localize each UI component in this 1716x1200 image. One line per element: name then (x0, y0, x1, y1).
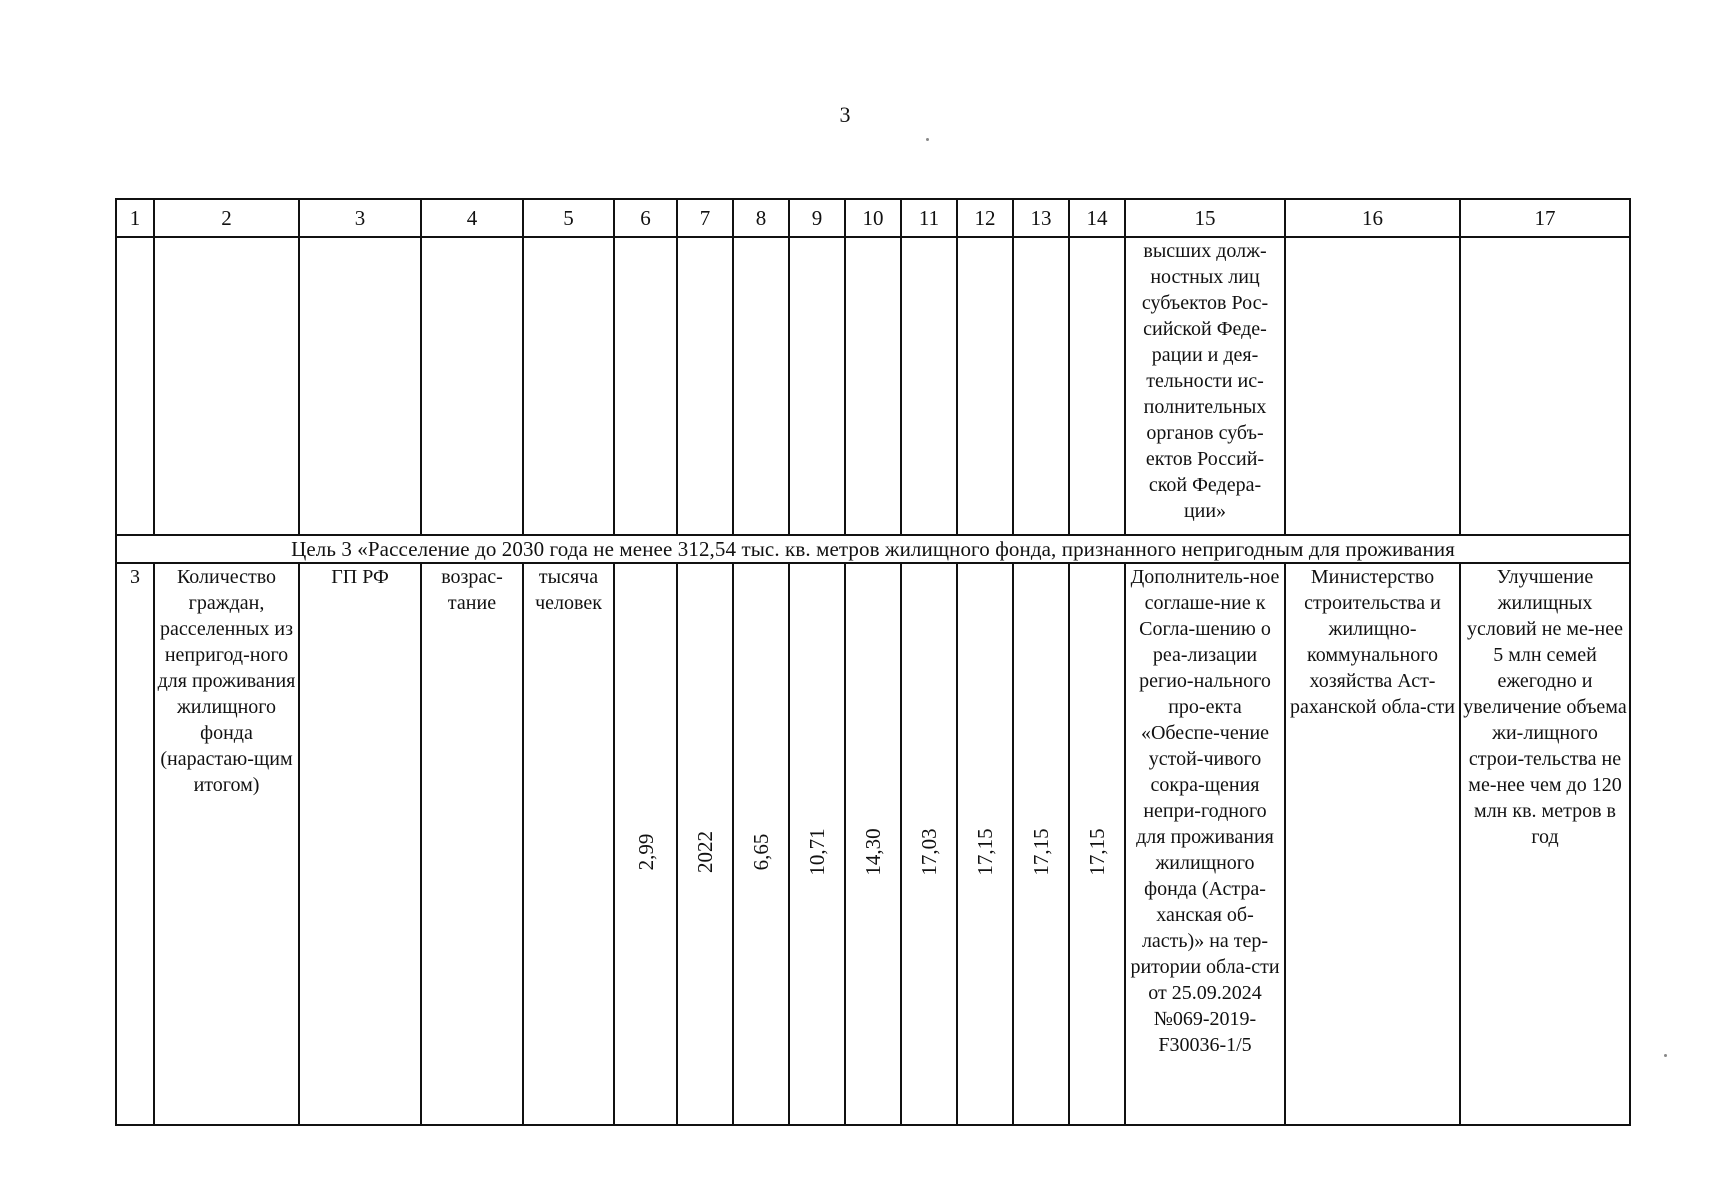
header-row (116, 199, 1630, 237)
header-cell: 4 (421, 199, 523, 237)
scan-speck (1664, 1054, 1667, 1057)
year-value: 17,15 (973, 828, 997, 876)
base-year-cell (677, 563, 733, 1125)
indicator-level: ГП РФ (299, 563, 421, 1125)
header-cell: 8 (733, 199, 789, 237)
year-value: 6,65 (749, 833, 773, 871)
value-cell (1013, 563, 1069, 1125)
header-cell: 3 (299, 199, 421, 237)
basis-document: Дополнитель-ное соглаше-ние к Согла-шению о реа-лизации регио-нального про-екта «Обеспе-чение устой-чивого сокра-щения непри-годного для проживания жилищного фонда (Астра-ханская об-ласть)» на тер-ритории обла-сти от 25.09.2024 №069-2019-F30036-1/5 (1125, 563, 1285, 1125)
national-goal-link: Улучшение жилищных условий не ме-нее 5 млн семей ежегодно и увеличение объема жи-лищного строи-тельства не ме-нее чем до 120 млн кв. метров в год (1460, 563, 1630, 1125)
year-value: 17,15 (1085, 828, 1109, 876)
continuation-text: высших долж-ностных лиц субъектов Рос-сийской Феде-рации и дея-тельности ис-полнительных органов субъ-ектов Россий-ской Федера-ции» (1125, 237, 1285, 535)
header-cell: 2 (154, 199, 299, 237)
header-cell: 6 (614, 199, 677, 237)
year-value: 14,30 (861, 828, 885, 876)
year-value: 17,03 (917, 828, 941, 876)
base-year: 2022 (693, 831, 717, 873)
header-cell: 5 (523, 199, 614, 237)
header-cell: 1 (116, 199, 154, 237)
base-value: 2,99 (633, 833, 658, 871)
value-cell (789, 563, 845, 1125)
header-cell: 12 (957, 199, 1013, 237)
value-cell (1069, 563, 1125, 1125)
goal-row (116, 535, 1630, 563)
header-cell: 17 (1460, 199, 1630, 237)
page-number: 3 (839, 102, 851, 127)
responsible-body: Министерство строительства и жилищно-коммунального хозяйства Аст-раханской обла-сти (1285, 563, 1460, 1125)
indicator-row (116, 563, 1630, 1125)
value-cell (901, 563, 957, 1125)
value-cell (957, 563, 1013, 1125)
header-cell: 13 (1013, 199, 1069, 237)
value-cell (733, 563, 789, 1125)
year-value: 10,71 (805, 828, 829, 876)
scan-speck (926, 138, 929, 141)
header-cell: 15 (1125, 199, 1285, 237)
header-cell: 11 (901, 199, 957, 237)
value-cell (845, 563, 901, 1125)
header-cell: 7 (677, 199, 733, 237)
header-cell: 10 (845, 199, 901, 237)
header-cell: 14 (1069, 199, 1125, 237)
indicator-trend: возрас-тание (421, 563, 523, 1125)
unit-of-measure: тысяча человек (523, 563, 614, 1125)
header-cell: 16 (1285, 199, 1460, 237)
goal-title: Цель 3 «Расселение до 2030 года не менее 312,54 тыс. кв. метров жилищного фонда, признанного непригодным для проживания (116, 535, 1630, 563)
indicator-name: Количество граждан, расселенных из непригод-ного для проживания жилищного фонда (нарастаю-щим итогом) (154, 563, 299, 1125)
indicators-table (115, 198, 1631, 1126)
header-cell: 9 (789, 199, 845, 237)
year-value: 17,15 (1029, 828, 1053, 876)
continuation-row (116, 237, 1630, 535)
base-value-cell (614, 563, 677, 1125)
row-number: 3 (116, 563, 154, 1125)
